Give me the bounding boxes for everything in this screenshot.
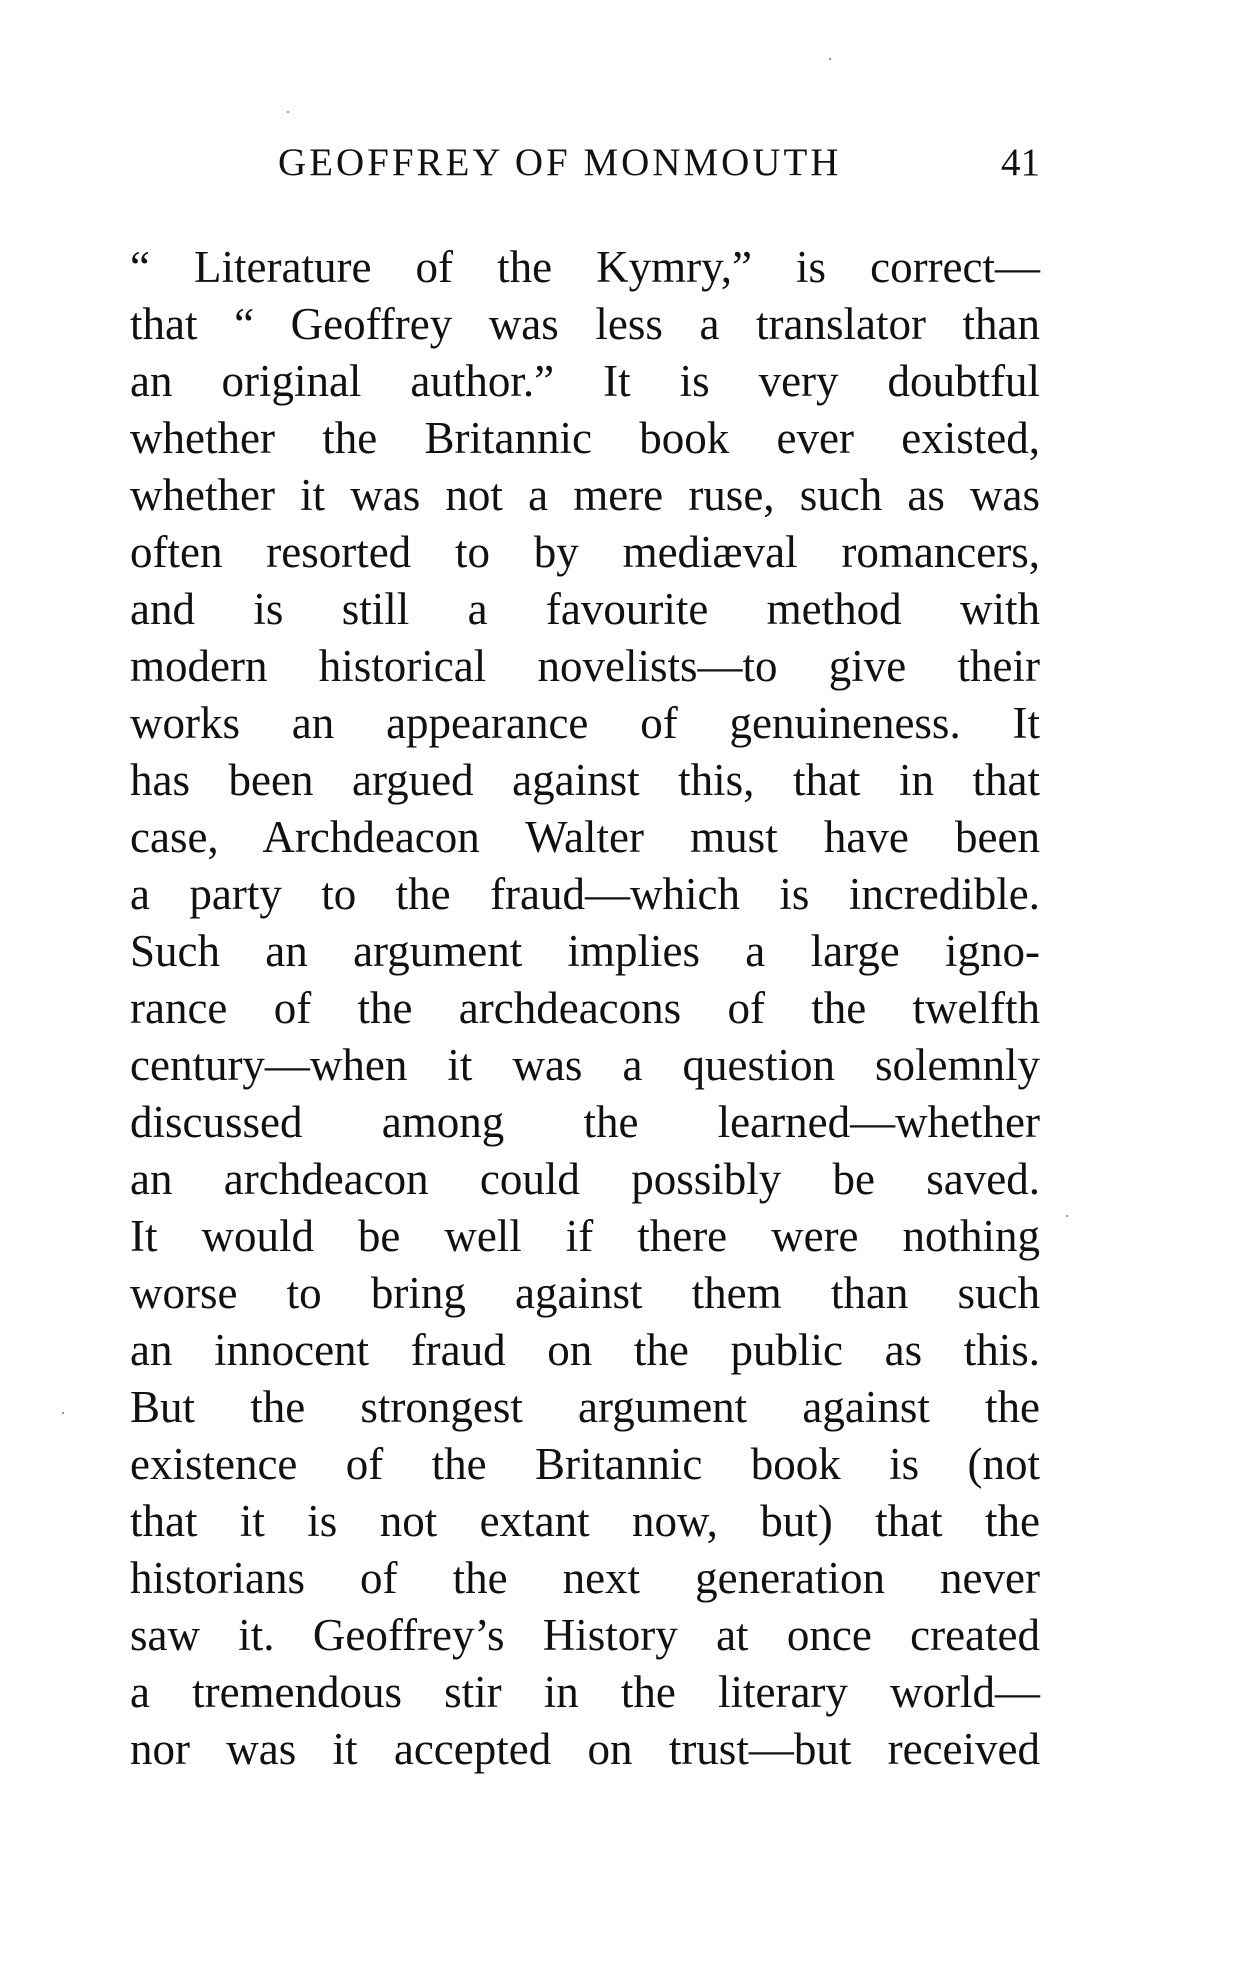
scan-speck	[62, 1412, 64, 1414]
body-text	[130, 239, 1040, 1778]
text-line: a tremendous stir in the literary world—	[130, 1667, 1040, 1717]
text-line: rance of the archdeacons of the twelfth	[130, 983, 1040, 1033]
text-line: has been argued against this, that in that	[130, 755, 1040, 805]
text-line: Such an argument implies a large igno-	[130, 926, 1040, 976]
text-line: an original author.” It is very doubtful	[130, 356, 1040, 406]
text-line: and is still a favourite method with	[130, 584, 1040, 634]
text-line: “ Literature of the Kymry,” is correct—	[130, 242, 1040, 292]
text-line: case, Archdeacon Walter must have been	[130, 812, 1040, 862]
text-line: often resorted to by mediæval romancers,	[130, 527, 1040, 577]
text-line: a party to the fraud—which is incredible.	[130, 869, 1040, 919]
text-line: that “ Geoffrey was less a translator than	[130, 299, 1040, 349]
scan-speck	[829, 58, 831, 60]
text-line: But the strongest argument against the	[130, 1382, 1040, 1432]
text-line: saw it. Geoffrey’s History at once created	[130, 1610, 1040, 1660]
text-line: whether it was not a mere ruse, such as was	[130, 470, 1040, 520]
text-line: nor was it accepted on trust—but received	[130, 1724, 1040, 1774]
text-line: that it is not extant now, but) that the	[130, 1496, 1040, 1546]
text-line: works an appearance of genuineness. It	[130, 698, 1040, 748]
text-line: It would be well if there were nothing	[130, 1211, 1040, 1261]
text-line: century—when it was a question solemnly	[130, 1040, 1040, 1090]
text-line: existence of the Britannic book is (not	[130, 1439, 1040, 1489]
text-line: worse to bring against them than such	[130, 1268, 1040, 1318]
page-number: 41	[1001, 141, 1040, 184]
scan-speck	[1066, 1215, 1068, 1217]
text-line: whether the Britannic book ever existed,	[130, 413, 1040, 463]
text-line: modern historical novelists—to give their	[130, 641, 1040, 691]
text-line: an innocent fraud on the public as this.	[130, 1325, 1040, 1375]
text-line: an archdeacon could possibly be saved.	[130, 1154, 1040, 1204]
running-title: GEOFFREY OF MONMOUTH	[278, 141, 842, 184]
text-line: discussed among the learned—whether	[130, 1097, 1040, 1147]
running-head	[130, 140, 1040, 190]
text-line: historians of the next generation never	[130, 1553, 1040, 1603]
scan-speck	[287, 111, 289, 113]
